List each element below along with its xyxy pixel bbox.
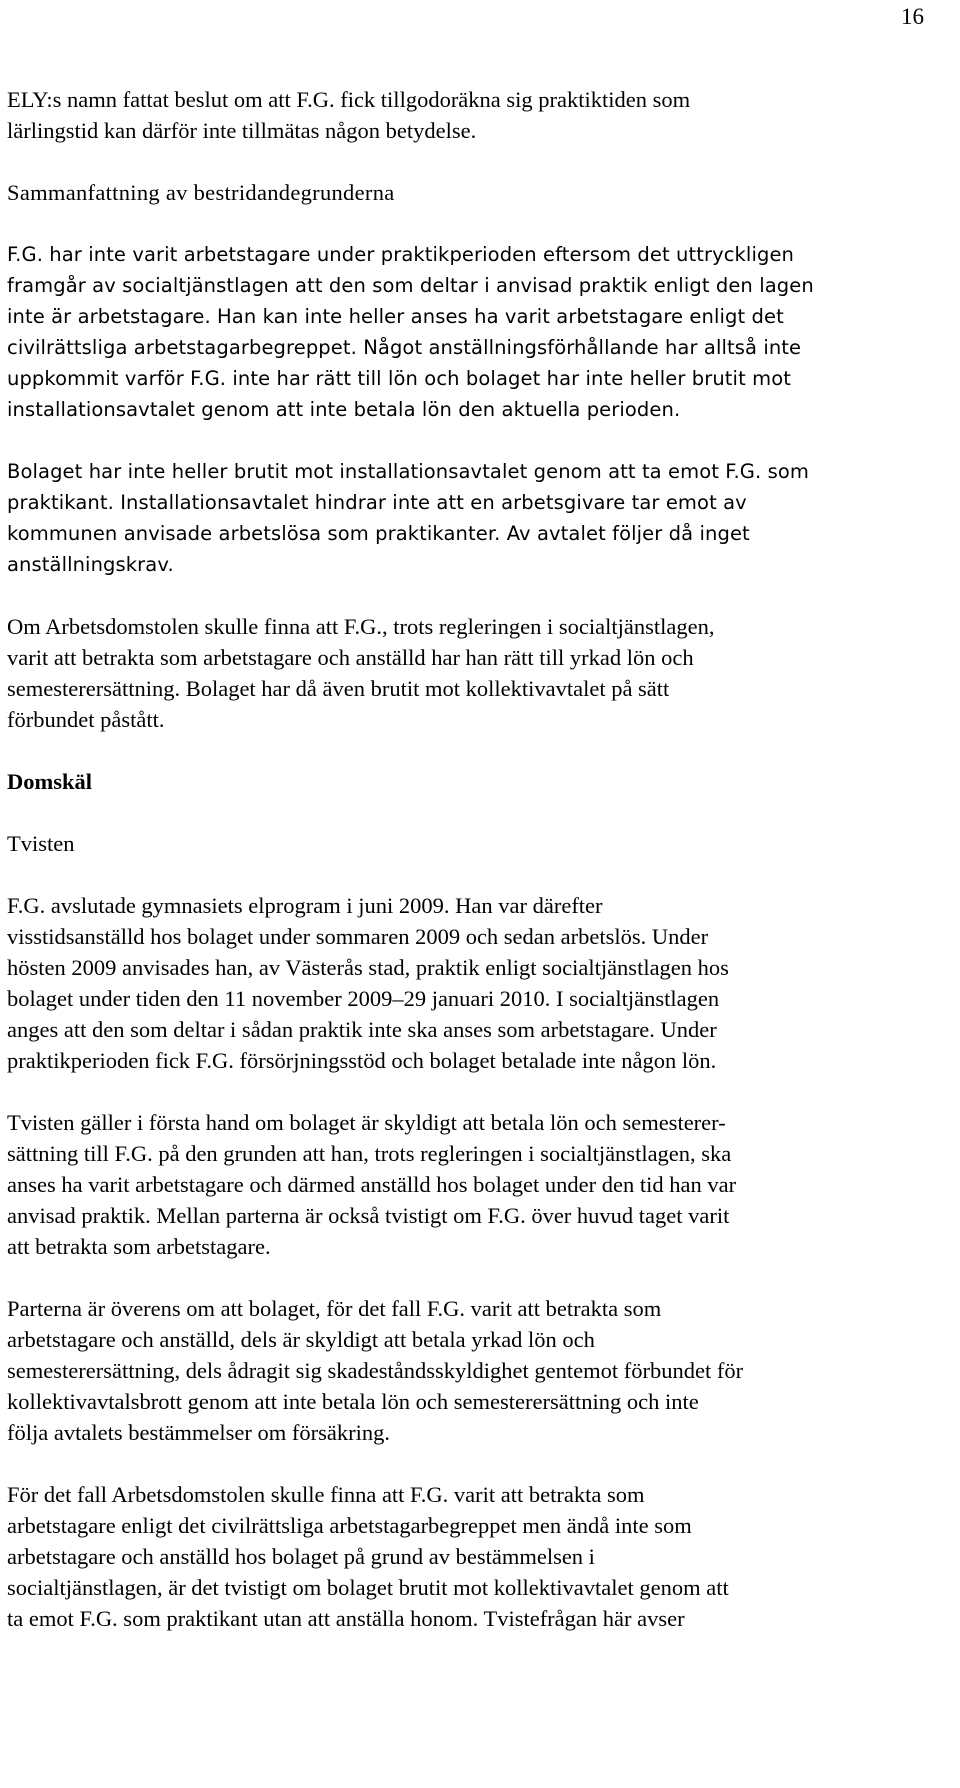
- paragraph-dispute-main: [7, 1107, 947, 1262]
- text-line: semesterersättning. Bolaget har då även brutit mot kollektivavtalet på sätt: [7, 676, 670, 701]
- text-line: anges att den som deltar i sådan praktik inte ska anses som arbetstagare. Under: [7, 1017, 717, 1042]
- text-line: praktikant. Installationsavtalet hindrar inte att en arbetsgivare tar emot av: [7, 491, 747, 514]
- text-line: ELY:s namn fattat beslut om att F.G. fick tillgodoräkna sig praktiktiden som: [7, 87, 691, 112]
- text-line: ta emot F.G. som praktikant utan att anställa honom. Tvistefrågan här avser: [7, 1606, 685, 1631]
- text-line: framgår av socialtjänstlagen att den som deltar i anvisad praktik enligt den lagen: [7, 274, 814, 297]
- paragraph-background: [7, 890, 947, 1076]
- text-line: civilrättsliga arbetstagarbegreppet. Något anställningsförhållande har alltså inte: [7, 336, 802, 359]
- text-line: Tvisten gäller i första hand om bolaget är skyldigt att betala lön och semesterer-: [7, 1110, 726, 1135]
- text-line: semesterersättning, dels ådragit sig skadeståndsskyldighet gentemot förbundet för: [7, 1358, 744, 1383]
- subheading-tvisten: [7, 828, 947, 859]
- text-line: att betrakta som arbetstagare.: [7, 1234, 271, 1259]
- text-line: kollektivavtalsbrott genom att inte betala lön och semesterersättning och inte: [7, 1389, 699, 1414]
- text-line: praktikperioden fick F.G. försörjningsstöd och bolaget betalade inte någon lön.: [7, 1048, 717, 1073]
- text-line: Bolaget har inte heller brutit mot installationsavtalet genom att ta emot F.G. som: [7, 460, 809, 483]
- text-line: anses ha varit arbetstagare och därmed anställd hos bolaget under den tid han var: [7, 1172, 737, 1197]
- text-line: följa avtalets bestämmelser om försäkring.: [7, 1420, 391, 1445]
- heading-domskal: [7, 766, 947, 797]
- paragraph-installation-agreement: [7, 456, 947, 580]
- text-line: socialtjänstlagen, är det tvistigt om bolaget brutit mot kollektivavtalet genom att: [7, 1575, 729, 1600]
- paragraph-parties-agree: [7, 1293, 947, 1448]
- document-body: [7, 84, 947, 1634]
- text-line: Domskäl: [7, 769, 93, 794]
- paragraph-alternative-dispute: [7, 1479, 947, 1634]
- text-line: visstidsanställd hos bolaget under sommaren 2009 och sedan arbetslös. Under: [7, 924, 709, 949]
- text-line: bolaget under tiden den 11 november 2009–29 januari 2010. I socialtjänstlagen: [7, 986, 720, 1011]
- text-line: installationsavtalet genom att inte betala lön den aktuella perioden.: [7, 398, 681, 421]
- text-line: arbetstagare och anställd hos bolaget på grund av bestämmelsen i: [7, 1544, 595, 1569]
- text-line: inte är arbetstagare. Han kan inte heller anses ha varit arbetstagare enligt det: [7, 305, 784, 328]
- text-line: Tvisten: [7, 831, 75, 856]
- text-line: arbetstagare och anställd, dels är skyldigt att betala yrkad lön och: [7, 1327, 595, 1352]
- text-line: anvisad praktik. Mellan parterna är också tvistigt om F.G. över huvud taget varit: [7, 1203, 730, 1228]
- text-line: arbetstagare enligt det civilrättsliga arbetstagarbegreppet men ändå inte som: [7, 1513, 692, 1538]
- text-line: F.G. har inte varit arbetstagare under praktikperioden eftersom det uttryckligen: [7, 243, 794, 266]
- page-number: 16: [901, 4, 924, 29]
- text-line: förbundet påstått.: [7, 707, 165, 732]
- text-line: Om Arbetsdomstolen skulle finna att F.G., trots regleringen i socialtjänstlagen,: [7, 614, 715, 639]
- paragraph-ely-decision: [7, 84, 947, 146]
- text-line: uppkommit varför F.G. inte har rätt till lön och bolaget har inte heller brutit mot: [7, 367, 791, 390]
- paragraph-not-employee: [7, 239, 947, 425]
- text-line: anställningskrav.: [7, 553, 174, 576]
- text-line: varit att betrakta som arbetstagare och anställd har han rätt till yrkad lön och: [7, 645, 694, 670]
- text-line: Sammanfattning av bestridandegrunderna: [7, 180, 395, 205]
- paragraph-alternative-claim: [7, 611, 947, 735]
- text-line: lärlingstid kan därför inte tillmätas någon betydelse.: [7, 118, 477, 143]
- text-line: hösten 2009 anvisades han, av Västerås stad, praktik enligt socialtjänstlagen hos: [7, 955, 729, 980]
- text-line: sättning till F.G. på den grunden att han, trots regleringen i socialtjänstlagen, ska: [7, 1141, 732, 1166]
- text-line: kommunen anvisade arbetslösa som praktikanter. Av avtalet följer då inget: [7, 522, 750, 545]
- text-line: För det fall Arbetsdomstolen skulle finna att F.G. varit att betrakta som: [7, 1482, 645, 1507]
- text-line: Parterna är överens om att bolaget, för det fall F.G. varit att betrakta som: [7, 1296, 662, 1321]
- section-subheading-bestridandegrunder: [7, 177, 947, 208]
- text-line: F.G. avslutade gymnasiets elprogram i juni 2009. Han var därefter: [7, 893, 603, 918]
